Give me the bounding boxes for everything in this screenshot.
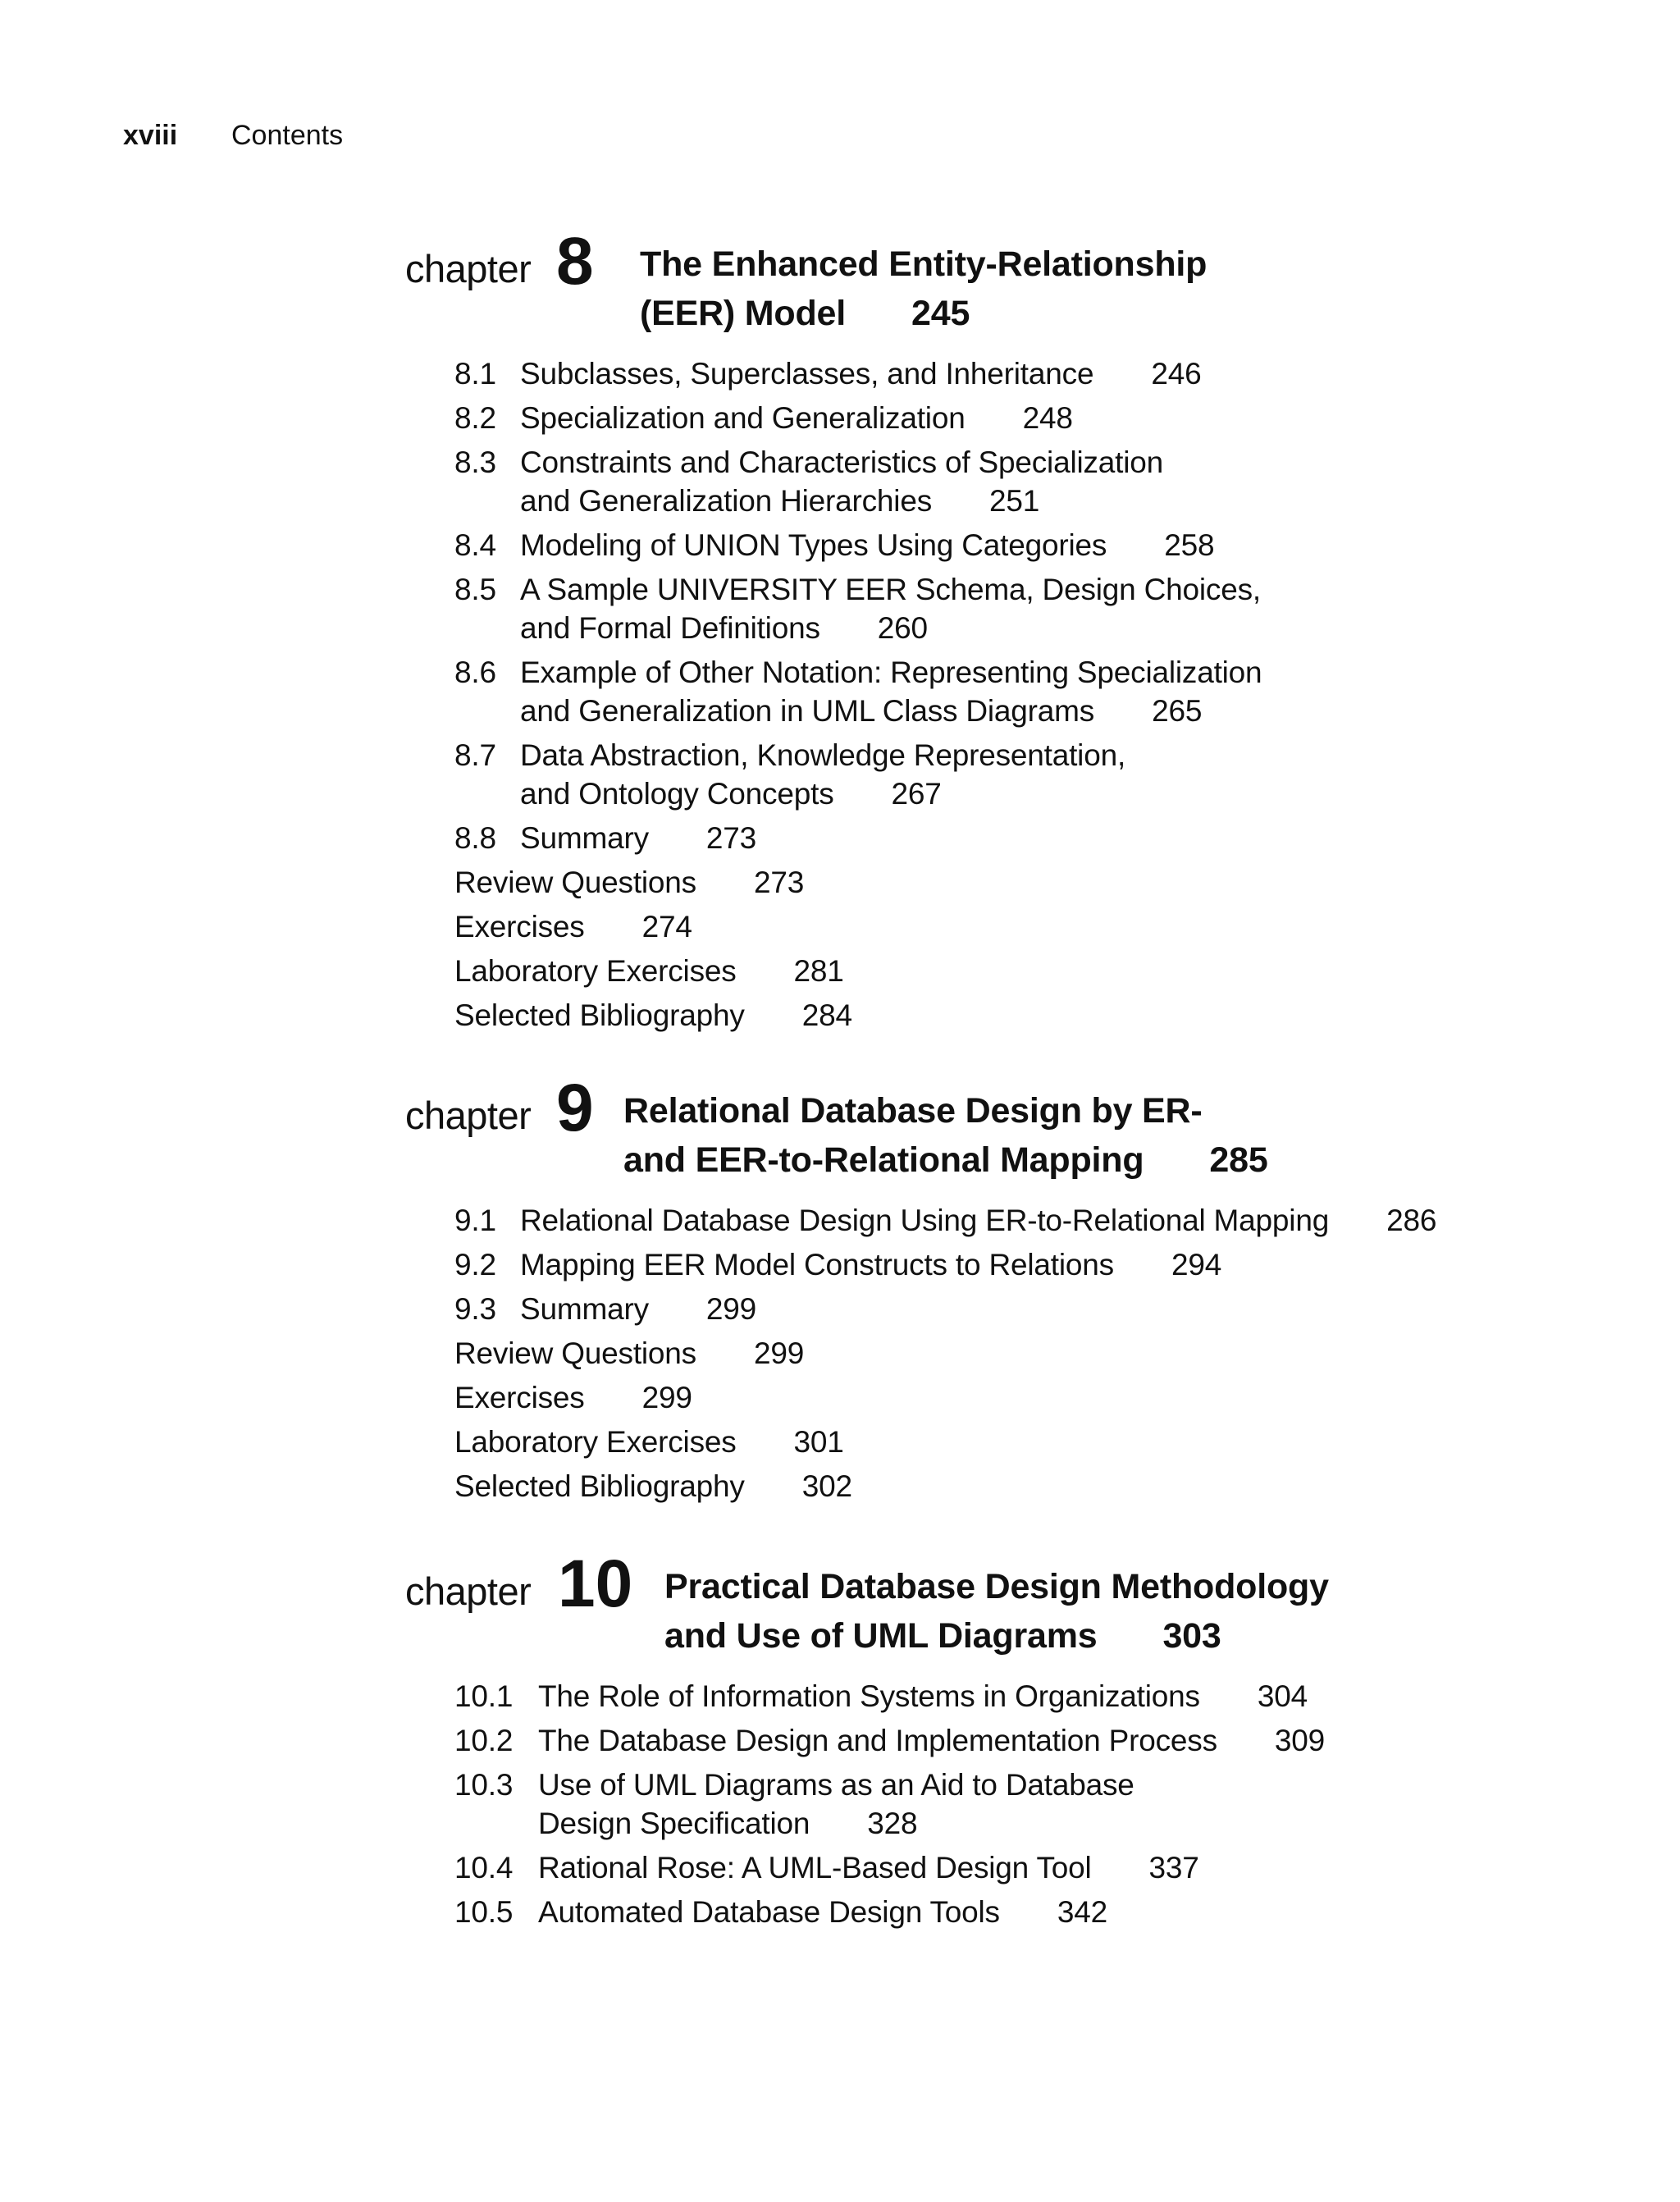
section-page-number: 258 (1164, 528, 1215, 562)
section-title: Data Abstraction, Knowledge Representation, (520, 738, 1126, 772)
toc-entry (454, 1378, 1636, 1417)
toc-entry (454, 1201, 1636, 1240)
toc-entry (454, 907, 1636, 946)
section-page-number: 309 (1274, 1724, 1326, 1757)
section-title: and Generalization Hierarchies (520, 484, 932, 518)
section-title: Rational Rose: A UML-Based Design Tool (538, 1851, 1092, 1884)
chapter-title-line: The Enhanced Entity-Relationship (640, 244, 1208, 284)
section-page-number: 273 (705, 821, 757, 855)
chapter-title-line: Relational Database Design by ER- (623, 1091, 1203, 1131)
section-page-number: 246 (1151, 357, 1202, 391)
section-page-number: 301 (793, 1425, 844, 1459)
section-page-number: 286 (1386, 1204, 1437, 1237)
chapter-title-line: (EER) Model (640, 294, 847, 333)
section-page-number: 299 (754, 1336, 805, 1370)
section-page-number: 342 (1057, 1895, 1107, 1929)
chapter-number: 9 (556, 1071, 594, 1145)
section-title: Automated Database Design Tools (538, 1895, 1000, 1929)
section-number: 10.2 (454, 1724, 514, 1757)
section-title: Selected Bibliography (454, 998, 745, 1032)
toc-entry (454, 863, 1636, 902)
toc-entry (454, 399, 1636, 437)
section-number: 10.4 (454, 1851, 514, 1884)
section-title: Example of Other Notation: Representing Specialization (520, 656, 1262, 689)
section-list (454, 1201, 1636, 1505)
chapter-title-line: and EER-to-Relational Mapping (623, 1140, 1144, 1180)
section-list (454, 1677, 1636, 1931)
section-number: 10.5 (454, 1895, 514, 1929)
section-title: Review Questions (454, 866, 696, 899)
section-title: Relational Database Design Using ER-to-Relational Mapping (520, 1204, 1330, 1237)
chapter-9 (405, 1071, 1636, 1511)
section-number: 8.6 (454, 656, 496, 689)
section-title: The Database Design and Implementation Process (538, 1724, 1217, 1757)
section-page-number: 267 (891, 777, 942, 811)
section-number: 8.4 (454, 528, 496, 562)
section-page-number: 299 (641, 1381, 692, 1414)
chapter-8 (405, 224, 1636, 1040)
chapter-word: chapter (405, 247, 532, 290)
chapter-title-line: Practical Database Design Methodology (664, 1567, 1329, 1606)
section-title: A Sample UNIVERSITY EER Schema, Design Choices, (520, 573, 1261, 606)
toc-entry (454, 1334, 1636, 1373)
section-page-number: 251 (989, 484, 1040, 518)
section-title: Selected Bibliography (454, 1469, 745, 1503)
toc-entry (454, 570, 1636, 647)
section-number: 10.1 (454, 1679, 514, 1713)
section-number: 8.7 (454, 738, 496, 772)
chapter-title (664, 1562, 1329, 1661)
section-number: 9.1 (454, 1204, 496, 1237)
section-title: and Ontology Concepts (520, 777, 834, 811)
section-title: Modeling of UNION Types Using Categories (520, 528, 1107, 562)
chapter-page-number: 285 (1209, 1140, 1268, 1180)
toc-entry (454, 736, 1636, 813)
section-title: Summary (520, 1292, 649, 1326)
section-page-number: 299 (705, 1292, 757, 1326)
section-number: 8.3 (454, 445, 496, 479)
chapter-page-number: 245 (911, 294, 970, 333)
section-title: Design Specification (538, 1807, 810, 1840)
section-number: 8.1 (454, 357, 496, 391)
section-page-number: 274 (641, 910, 692, 943)
chapter-page-number: 303 (1162, 1616, 1221, 1656)
toc-entry (454, 1423, 1636, 1461)
section-title: Summary (520, 821, 649, 855)
section-list (454, 354, 1636, 1035)
section-page-number: 328 (867, 1807, 918, 1840)
section-page-number: 265 (1152, 694, 1203, 728)
section-page-number: 302 (801, 1469, 852, 1503)
toc-entry (454, 1893, 1636, 1931)
section-number: 9.3 (454, 1292, 496, 1326)
toc-entry (454, 443, 1636, 520)
chapter-title-line: and Use of UML Diagrams (664, 1616, 1098, 1656)
running-title: Contents (231, 120, 344, 151)
section-number: 10.3 (454, 1768, 514, 1802)
section-number: 9.2 (454, 1248, 496, 1281)
toc-entry (454, 354, 1636, 393)
section-title: The Role of Information Systems in Organizations (538, 1679, 1200, 1713)
toc-entry (454, 996, 1636, 1035)
section-page-number: 337 (1148, 1851, 1199, 1884)
section-title: Review Questions (454, 1336, 696, 1370)
toc-entry (454, 653, 1636, 730)
page-folio: xviii (123, 120, 178, 151)
chapter-heading (405, 224, 1636, 354)
section-title: Exercises (454, 910, 585, 943)
toc-entry (454, 819, 1636, 857)
running-head (123, 120, 343, 153)
toc-entry (454, 952, 1636, 990)
chapter-title (640, 240, 1207, 338)
section-page-number: 284 (801, 998, 852, 1032)
section-number: 8.5 (454, 573, 496, 606)
chapter-heading (405, 1546, 1636, 1677)
toc-entry (454, 526, 1636, 564)
section-page-number: 304 (1257, 1679, 1308, 1713)
section-title: Constraints and Characteristics of Specialization (520, 445, 1164, 479)
section-title: Mapping EER Model Constructs to Relations (520, 1248, 1114, 1281)
toc-entry (454, 1677, 1636, 1715)
chapter-number: 10 (558, 1546, 633, 1621)
section-number: 8.8 (454, 821, 496, 855)
chapter-word: chapter (405, 1094, 532, 1137)
section-title: Subclasses, Superclasses, and Inheritance (520, 357, 1094, 391)
section-title: Exercises (454, 1381, 585, 1414)
chapter-10 (405, 1546, 1636, 1937)
section-page-number: 273 (754, 866, 805, 899)
chapter-word: chapter (405, 1569, 532, 1613)
section-page-number: 281 (793, 954, 844, 988)
toc-entry (454, 1721, 1636, 1760)
section-page-number: 260 (877, 611, 928, 645)
section-title: Specialization and Generalization (520, 401, 966, 435)
section-title: Laboratory Exercises (454, 954, 737, 988)
section-title: Laboratory Exercises (454, 1425, 737, 1459)
toc-entry (454, 1290, 1636, 1328)
toc-entry (454, 1467, 1636, 1505)
toc-entry (454, 1245, 1636, 1284)
section-title: and Formal Definitions (520, 611, 820, 645)
chapter-heading (405, 1071, 1636, 1201)
section-title: Use of UML Diagrams as an Aid to Database (538, 1768, 1134, 1802)
toc-entry (454, 1848, 1636, 1887)
chapter-number: 8 (556, 224, 594, 299)
section-number: 8.2 (454, 401, 496, 435)
section-title: and Generalization in UML Class Diagrams (520, 694, 1095, 728)
toc-entry (454, 1766, 1636, 1843)
chapter-title (623, 1086, 1268, 1185)
section-page-number: 294 (1171, 1248, 1222, 1281)
section-page-number: 248 (1022, 401, 1073, 435)
